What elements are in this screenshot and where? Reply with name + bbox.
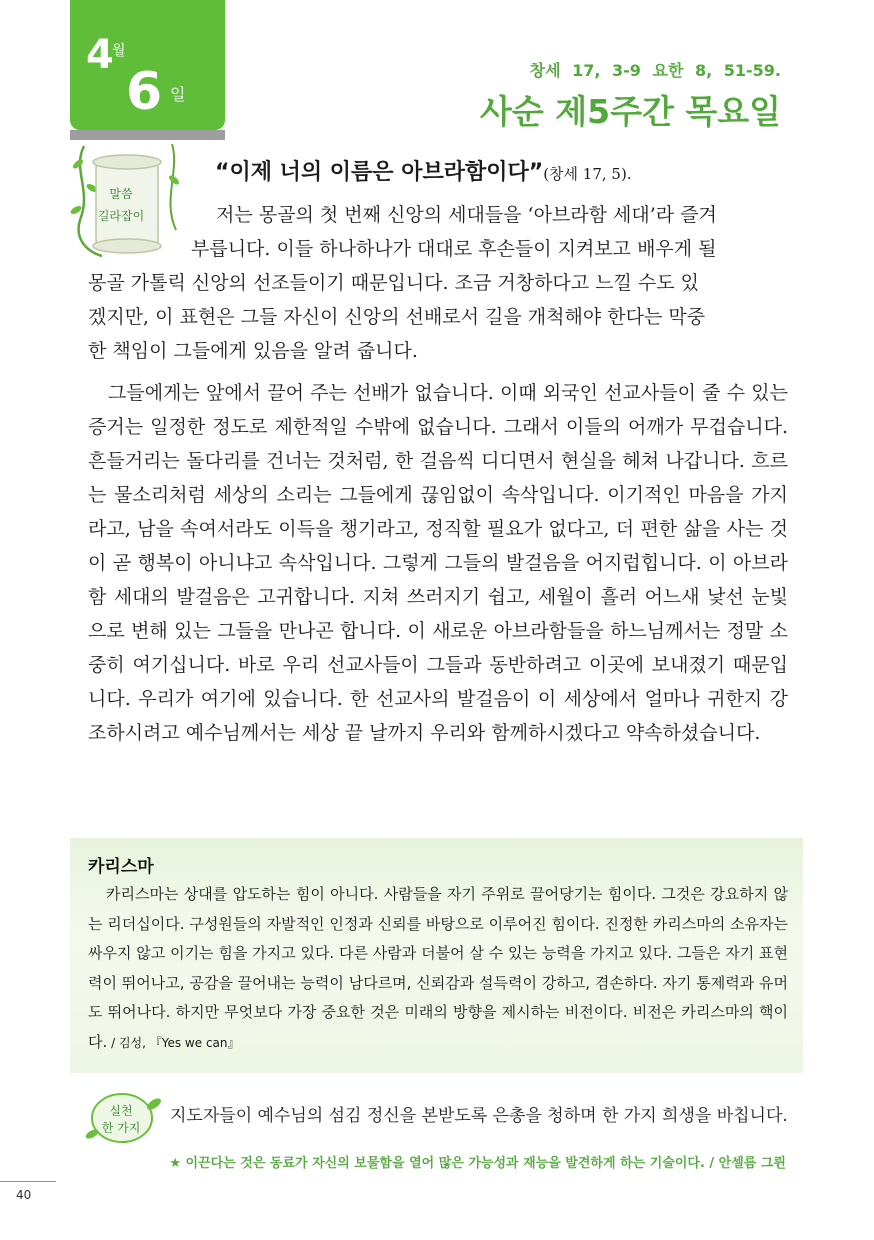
practice-label-line: 실천 (109, 1104, 133, 1118)
practice-label-line: 한 가지 (101, 1121, 141, 1135)
tab-shadow-strip (70, 130, 225, 140)
page-number-rule (0, 1181, 56, 1182)
day-number: 6 (126, 62, 163, 122)
key-verse-reference: (창세 17, 5). (543, 165, 632, 183)
paragraph-2 (88, 376, 788, 750)
scroll-label-line: 길라잡이 (97, 209, 145, 223)
paragraph-line: 저는 몽골의 첫 번째 신앙의 세대들을 ‘아브라함 세대’라 즐겨 (216, 204, 717, 226)
practice-label (92, 1103, 150, 1137)
charisma-title: 카리스마 (88, 857, 154, 877)
scroll-label-line: 말씀 (109, 187, 133, 201)
page-number: 40 (16, 1188, 32, 1202)
paragraph-line: 부릅니다. 이들 하나하나가 대대로 후손들이 지켜보고 배우게 될 (191, 238, 717, 260)
charisma-text (88, 880, 788, 1058)
month-unit: 월 (112, 43, 126, 59)
paragraph-line: 한 책임이 그들에게 있음을 알려 줍니다. (88, 340, 418, 362)
paragraph-line: 겠지만, 이 표현은 그들 자신이 신앙의 선배로서 길을 개척해야 한다는 막중 (88, 306, 706, 328)
paragraph-2-text: 그들에게는 앞에서 끌어 주는 선배가 없습니다. 이때 외국인 선교사들이 줄 수 있는 증거는 일정한 정도로 제한적일 수밖에 없습니다. 그래서 이들의 어깨가 무겁습니다. 흔들거리는 돌다리를 건너는 것처럼, 한 걸음씩 디디면서 현실을 헤쳐 나갑니다. 흐르는 물소리처럼 세상의 소리는 그들에게 끊임없이 속삭입니다. 이기적인 마음을 가지라고, 남을 속여서라도 이득을 챙기라고, 정직할 필요가 없다고, 더 편한 삶을 사는 것이 곧 행복이 아니냐고 속삭입니다. 그렇게 그들의 발걸음을 어지럽힙니다. 이 아브라함 세대의 발걸음은 고귀합니다. 지쳐 쓰러지기 쉽고, 세월이 흘러 어느새 낯선 눈빛으로 변해 있는 그들을 만나곤 합니다. 이 새로운 아브라함들을 하느님께서는 정말 소중히 여기십니다. 바로 우리 선교사들이 그들과 동반하려고 이곳에 보내졌기 때문입니다. 우리가 여기에 있습니다. 한 선교사의 발걸음이 이 세상에서 얼마나 귀한지 강조하시려고 예수님께서는 세상 끝 날까지 우리와 함께하시겠다고 약속하셨습니다. (88, 382, 788, 744)
day-unit: 일 (170, 85, 186, 104)
practice-text: 지도자들이 예수님의 섬김 정신을 본받도록 은총을 청하며 한 가지 희생을 바칩니다. (170, 1106, 788, 1126)
charisma-box (70, 838, 803, 1073)
key-verse (215, 155, 632, 186)
charisma-body: 카리스마는 상대를 압도하는 힘이 아니다. 사람들을 자기 주위로 끌어당기는 힘이다. 그것은 강요하지 않는 리더십이다. 구성원들의 자발적인 인정과 신뢰를 바탕으로 이루어진 힘이다. 진정한 카리스마의 소유자는 싸우지 않고 이기는 힘을 가지고 있다. 다른 사람과 더불어 살 수 있는 능력을 가지고 있다. 그들은 자기 표현력이 뛰어나고, 공감을 끌어내는 능력이 남다르며, 신뢰감과 설득력이 강하고, 겸손하다. 자기 통제력과 유머도 뛰어나다. 하지만 무엇보다 가장 중요한 것은 미래의 방향을 제시하는 비전이다. 비전은 카리스마의 핵이다. (88, 885, 788, 1051)
charisma-source: / 김성, 『Yes we can』 (107, 1035, 240, 1050)
scripture-reference: 창세 17, 3-9 요한 8, 51-59. (529, 61, 781, 80)
paragraph-1 (88, 198, 788, 368)
date-tab (70, 0, 225, 130)
paragraph-line: 몽골 가톨릭 신앙의 선조들이기 때문입니다. 조금 거창하다고 느낄 수도 있 (88, 272, 700, 294)
key-verse-text: “이제 너의 이름은 아브라함이다” (215, 160, 544, 185)
page-title: 사순 제5주간 목요일 (480, 92, 781, 131)
month-number: 4 (86, 32, 114, 78)
footer-quote: ★ 이끈다는 것은 동료가 자신의 보물함을 열어 많은 가능성과 재능을 발견하게 하는 기술이다. / 안셀름 그륀 (169, 1156, 786, 1171)
